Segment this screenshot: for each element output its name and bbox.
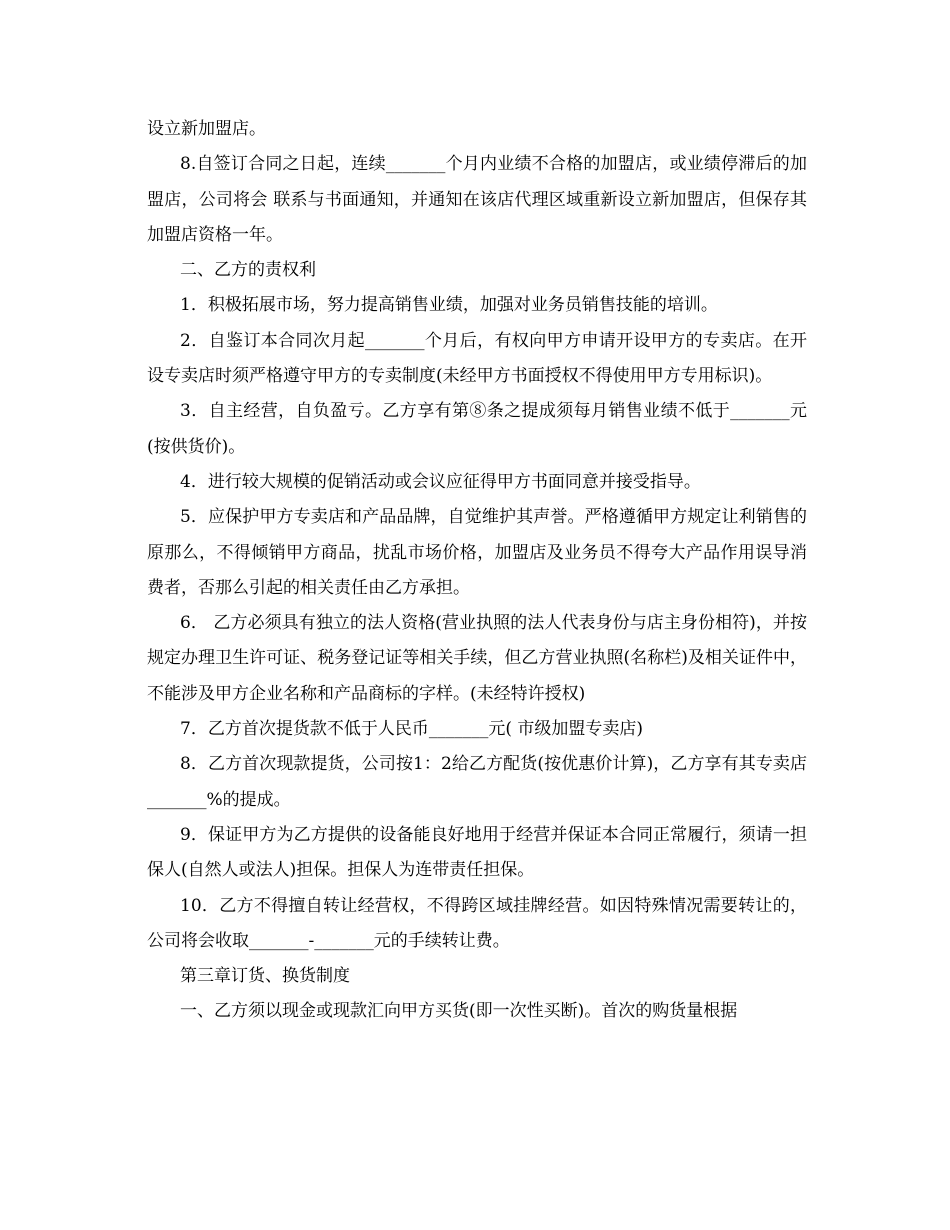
paragraph-item-7: 7．乙方首次提货款不低于人民币_______元( 市级加盟专卖店) [180, 719, 643, 740]
paragraph-item-4: 4．进行较大规模的促销活动或会议应征得甲方书面同意并接受指导。 [180, 471, 701, 492]
paragraph-item-10: 10．乙方不得擅自转让经营权，不得跨区域挂牌经营。如因特殊情况需要转让的，公司将会收取_______-_______元的手续转让费。 [147, 895, 807, 951]
paragraph-ordering-1: 一、乙方须以现金或现款汇向甲方买货(即一次性买断)。首次的购货量根据 [180, 1001, 738, 1022]
paragraph-item-5: 5．应保护甲方专卖店和产品品牌，自觉维护其声誉。严格遵循甲方规定让利销售的原那么，不得倾销甲方商品，扰乱市场价格，加盟店及业务员不得夸大产品作用误导消费者，否那么引起的相关责任由乙方承担。 [147, 507, 807, 598]
chapter-heading-ordering: 第三章订货、换货制度 [180, 966, 350, 987]
paragraph-item-1: 1．积极拓展市场，努力提高销售业绩，加强对业务员销售技能的培训。 [180, 295, 718, 316]
paragraph-continuation: 设立新加盟店。 [147, 119, 266, 139]
paragraph-item-9: 9．保证甲方为乙方提供的设备能良好地用于经营并保证本合同正常履行，须请一担保人(自然人或法人)担保。担保人为连带责任担保。 [147, 824, 807, 881]
paragraph-item-3: 3．自主经营，自负盈亏。乙方享有第⑧条之提成须每月销售业绩不低于_______元(按供货价)。 [147, 401, 807, 457]
paragraph-item-6: 6． 乙方必须具有独立的法人资格(营业执照的法人代表身份与店主身份相符)，并按规定办理卫生许可证、税务登记证等相关手续，但乙方营业执照(名称栏)及相关证件中，不能涉及甲方企业名称和产品商标的字样。(未经特许授权) [147, 613, 807, 704]
document-body [147, 112, 807, 1030]
paragraph-clause-8-probation: 8.自签订合同之日起，连续_______个月内业绩不合格的加盟店，或业绩停滞后的加盟店，公司将会 联系与书面通知，并通知在该店代理区域重新设立新加盟店，但保存其加盟店资格一年。 [147, 154, 807, 245]
section-heading-party-b-rights: 二、乙方的责权利 [180, 260, 316, 281]
paragraph-item-8: 8．乙方首次现款提货，公司按1：2给乙方配货(按优惠价计算)，乙方享有其专卖店_______%的提成。 [147, 754, 807, 810]
paragraph-item-2: 2．自鉴订本合同次月起_______个月后，有权向甲方申请开设甲方的专卖店。在开设专卖店时须严格遵守甲方的专卖制度(未经甲方书面授权不得使用甲方专用标识)。 [147, 330, 807, 387]
